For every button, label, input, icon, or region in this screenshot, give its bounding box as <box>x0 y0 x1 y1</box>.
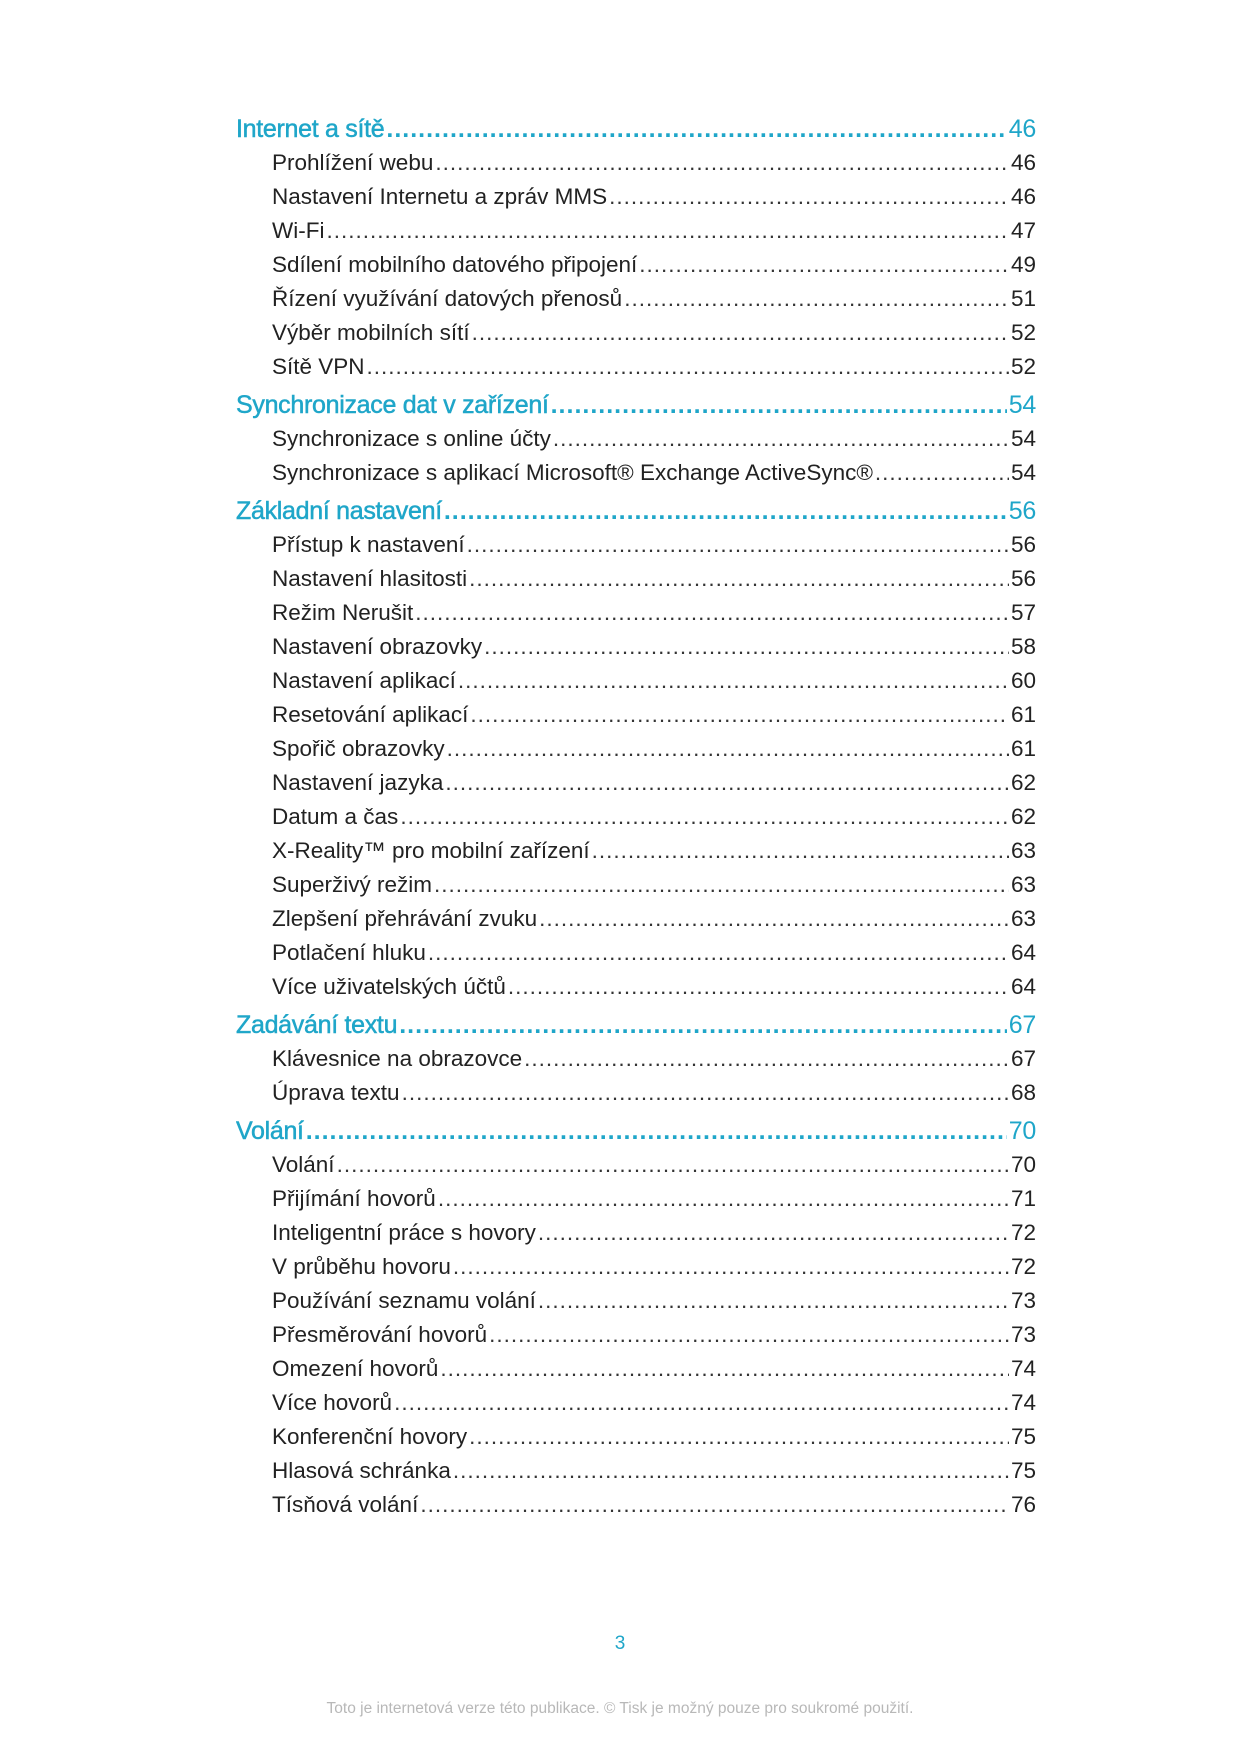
toc-entry-page: 46 <box>1010 184 1036 209</box>
toc-entry-title: Úprava textu <box>272 1080 400 1105</box>
dot-leader <box>592 834 1009 868</box>
toc-entry-page: 75 <box>1010 1458 1036 1483</box>
toc-entry-link[interactable] <box>236 1318 1036 1352</box>
toc-entry-page: 60 <box>1010 668 1036 693</box>
toc-entry-link[interactable] <box>236 698 1036 732</box>
toc-entry-link[interactable] <box>236 1488 1036 1522</box>
toc-entry-page: 74 <box>1010 1356 1036 1381</box>
toc-entry-title: Wi-Fi <box>272 218 325 243</box>
dot-leader <box>469 562 1009 596</box>
toc-heading-title: Zadávání textu <box>236 1011 398 1039</box>
dot-leader <box>551 388 1007 422</box>
toc-entry-link[interactable] <box>236 834 1036 868</box>
toc-entry-title: Inteligentní práce s hovory <box>272 1220 536 1245</box>
dot-leader <box>553 422 1009 456</box>
toc-entry-page: 63 <box>1010 838 1036 863</box>
toc-entry-title: Konferenční hovory <box>272 1424 468 1449</box>
toc-entry-link[interactable] <box>236 868 1036 902</box>
toc-entry-link[interactable] <box>236 1454 1036 1488</box>
toc-entry-page: 61 <box>1010 702 1036 727</box>
toc-entry-link[interactable] <box>236 248 1036 282</box>
toc-heading-link[interactable] <box>236 1008 1036 1042</box>
dot-leader <box>434 868 1009 902</box>
toc-entry-page: 72 <box>1010 1254 1036 1279</box>
toc-heading-link[interactable] <box>236 494 1036 528</box>
dot-leader <box>400 800 1009 834</box>
toc-entry-page: 46 <box>1010 150 1036 175</box>
toc-entry-title: Více uživatelských účtů <box>272 974 506 999</box>
toc-entry-title: Nastavení hlasitosti <box>272 566 468 591</box>
toc-entry-link[interactable] <box>236 180 1036 214</box>
toc-entry-link[interactable] <box>236 1250 1036 1284</box>
toc-entry-page: 63 <box>1010 872 1036 897</box>
dot-leader <box>337 1148 1009 1182</box>
toc-entry-link[interactable] <box>236 732 1036 766</box>
toc-entry-link[interactable] <box>236 214 1036 248</box>
dot-leader <box>538 1216 1009 1250</box>
dot-leader <box>445 766 1009 800</box>
toc-section <box>236 112 1036 384</box>
toc-entry-link[interactable] <box>236 1284 1036 1318</box>
toc-entry-title: Nastavení jazyka <box>272 770 444 795</box>
dot-leader <box>420 1488 1009 1522</box>
toc-entry-title: Superživý režim <box>272 872 433 897</box>
toc-section <box>236 1008 1036 1110</box>
toc-entry-title: Spořič obrazovky <box>272 736 445 761</box>
toc-entry-page: 58 <box>1010 634 1036 659</box>
toc-entry-title: Více hovorů <box>272 1390 393 1415</box>
toc-entry-title: Přijímání hovorů <box>272 1186 436 1211</box>
dot-leader <box>539 902 1009 936</box>
toc-entry-link[interactable] <box>236 456 1036 490</box>
dot-leader <box>508 970 1009 1004</box>
toc-entry-title: Sítě VPN <box>272 354 365 379</box>
dot-leader <box>326 214 1008 248</box>
toc-entry-page: 51 <box>1010 286 1036 311</box>
toc-entry-link[interactable] <box>236 1216 1036 1250</box>
dot-leader <box>367 350 1009 384</box>
toc-entry-page: 73 <box>1010 1322 1036 1347</box>
toc-entry-title: Nastavení aplikací <box>272 668 456 693</box>
toc-entry-page: 72 <box>1010 1220 1036 1245</box>
toc-entry-page: 73 <box>1010 1288 1036 1313</box>
toc-heading-page: 54 <box>1008 391 1036 419</box>
toc-heading-title: Internet a sítě <box>236 115 385 143</box>
toc-entry-page: 52 <box>1010 320 1036 345</box>
dot-leader <box>467 528 1009 562</box>
dot-leader <box>624 282 1009 316</box>
toc-entry-link[interactable] <box>236 1420 1036 1454</box>
toc-entry-title: Řízení využívání datových přenosů <box>272 286 623 311</box>
toc-entry-link[interactable] <box>236 902 1036 936</box>
toc-entry-title: Přesměrování hovorů <box>272 1322 488 1347</box>
toc-entry-link[interactable] <box>236 146 1036 180</box>
toc-entry-page: 61 <box>1010 736 1036 761</box>
toc-entry-page: 64 <box>1010 974 1036 999</box>
footer-notice: Toto je internetová verze této publikace. © Tisk je možný pouze pro soukromé použití. <box>326 1700 914 1717</box>
dot-leader <box>440 1352 1009 1386</box>
toc-entry-link[interactable] <box>236 970 1036 1004</box>
toc-entry-link[interactable] <box>236 766 1036 800</box>
dot-leader <box>538 1284 1009 1318</box>
toc-entry-title: Nastavení Internetu a zpráv MMS <box>272 184 608 209</box>
toc-section <box>236 1114 1036 1522</box>
dot-leader <box>453 1250 1009 1284</box>
toc-entry-title: Prohlížení webu <box>272 150 434 175</box>
toc-entry-title: Hlasová schránka <box>272 1458 451 1483</box>
toc-entry-title: Potlačení hluku <box>272 940 426 965</box>
toc-entry-link[interactable] <box>236 562 1036 596</box>
toc-heading-title: Synchronizace dat v zařízení <box>236 391 549 419</box>
toc-entry-title: Synchronizace s aplikací Microsoft® Exchange ActiveSync® <box>272 460 873 485</box>
dot-leader <box>639 248 1009 282</box>
toc-entry-title: Zlepšení přehrávání zvuku <box>272 906 538 931</box>
toc-entry-page: 47 <box>1010 218 1036 243</box>
dot-leader <box>394 1386 1009 1420</box>
table-of-contents <box>236 112 1036 1522</box>
toc-heading-link[interactable] <box>236 112 1036 146</box>
toc-entry-title: Používání seznamu volání <box>272 1288 536 1313</box>
toc-entry-page: 52 <box>1010 354 1036 379</box>
toc-entry-page: 64 <box>1010 940 1036 965</box>
dot-leader <box>386 112 1006 146</box>
dot-leader <box>415 596 1009 630</box>
toc-entry-link[interactable] <box>236 936 1036 970</box>
dot-leader <box>484 630 1009 664</box>
dot-leader <box>524 1042 1009 1076</box>
toc-entry-page: 76 <box>1010 1492 1036 1517</box>
toc-entry-title: Výběr mobilních sítí <box>272 320 470 345</box>
toc-entry-link[interactable] <box>236 1148 1036 1182</box>
toc-entry-title: Omezení hovorů <box>272 1356 439 1381</box>
toc-entry-link[interactable] <box>236 664 1036 698</box>
dot-leader <box>453 1454 1009 1488</box>
dot-leader <box>435 146 1009 180</box>
toc-entry-title: V průběhu hovoru <box>272 1254 451 1279</box>
toc-entry-title: Klávesnice na obrazovce <box>272 1046 523 1071</box>
toc-entry-page: 68 <box>1010 1080 1036 1105</box>
toc-heading-page: 67 <box>1008 1011 1036 1039</box>
toc-entry-page: 74 <box>1010 1390 1036 1415</box>
dot-leader <box>609 180 1009 214</box>
dot-leader <box>444 494 1007 528</box>
toc-heading-title: Volání <box>236 1117 304 1145</box>
toc-entry-title: Nastavení obrazovky <box>272 634 483 659</box>
toc-entry-link[interactable] <box>236 1182 1036 1216</box>
dot-leader <box>447 732 1009 766</box>
toc-entry-link[interactable] <box>236 630 1036 664</box>
toc-entry-title: Synchronizace s online účty <box>272 426 551 451</box>
dot-leader <box>438 1182 1009 1216</box>
toc-entry-page: 75 <box>1010 1424 1036 1449</box>
page-number: 3 <box>614 1633 626 1654</box>
dot-leader <box>472 316 1009 350</box>
toc-entry-page: 71 <box>1010 1186 1036 1211</box>
toc-entry-title: Přístup k nastavení <box>272 532 465 557</box>
toc-entry-page: 56 <box>1010 566 1036 591</box>
dot-leader <box>399 1008 1007 1042</box>
toc-entry-title: Datum a čas <box>272 804 399 829</box>
dot-leader <box>469 1420 1009 1454</box>
toc-entry-link[interactable] <box>236 528 1036 562</box>
toc-entry-link[interactable] <box>236 422 1036 456</box>
dot-leader <box>458 664 1009 698</box>
toc-heading-page: 70 <box>1008 1117 1036 1145</box>
toc-entry-page: 54 <box>1010 426 1036 451</box>
toc-entry-title: Režim Nerušit <box>272 600 414 625</box>
toc-entry-page: 57 <box>1010 600 1036 625</box>
dot-leader <box>306 1114 1007 1148</box>
dot-leader <box>470 698 1009 732</box>
toc-heading-link[interactable] <box>236 1114 1036 1148</box>
toc-entry-title: Tísňová volání <box>272 1492 419 1517</box>
dot-leader <box>428 936 1009 970</box>
dot-leader <box>875 456 1009 490</box>
dot-leader <box>402 1076 1009 1110</box>
toc-entry-page: 62 <box>1010 770 1036 795</box>
toc-entry-title: X-Reality™ pro mobilní zařízení <box>272 838 590 863</box>
toc-heading-page: 46 <box>1008 115 1036 143</box>
toc-entry-link[interactable] <box>236 282 1036 316</box>
toc-entry-link[interactable] <box>236 800 1036 834</box>
toc-entry-page: 62 <box>1010 804 1036 829</box>
toc-entry-link[interactable] <box>236 596 1036 630</box>
toc-heading-link[interactable] <box>236 388 1036 422</box>
dot-leader <box>489 1318 1009 1352</box>
toc-entry-page: 70 <box>1010 1152 1036 1177</box>
toc-section <box>236 494 1036 1004</box>
toc-entry-link[interactable] <box>236 350 1036 384</box>
toc-entry-page: 56 <box>1010 532 1036 557</box>
toc-entry-page: 54 <box>1010 460 1036 485</box>
toc-entry-link[interactable] <box>236 316 1036 350</box>
toc-entry-page: 67 <box>1010 1046 1036 1071</box>
toc-entry-title: Volání <box>272 1152 335 1177</box>
toc-entry-page: 49 <box>1010 252 1036 277</box>
toc-entry-link[interactable] <box>236 1386 1036 1420</box>
toc-heading-title: Základní nastavení <box>236 497 442 525</box>
toc-entry-title: Sdílení mobilního datového připojení <box>272 252 638 277</box>
toc-section <box>236 388 1036 490</box>
toc-entry-link[interactable] <box>236 1076 1036 1110</box>
toc-entry-page: 63 <box>1010 906 1036 931</box>
toc-entry-title: Resetování aplikací <box>272 702 469 727</box>
toc-entry-link[interactable] <box>236 1352 1036 1386</box>
toc-heading-page: 56 <box>1008 497 1036 525</box>
toc-entry-link[interactable] <box>236 1042 1036 1076</box>
